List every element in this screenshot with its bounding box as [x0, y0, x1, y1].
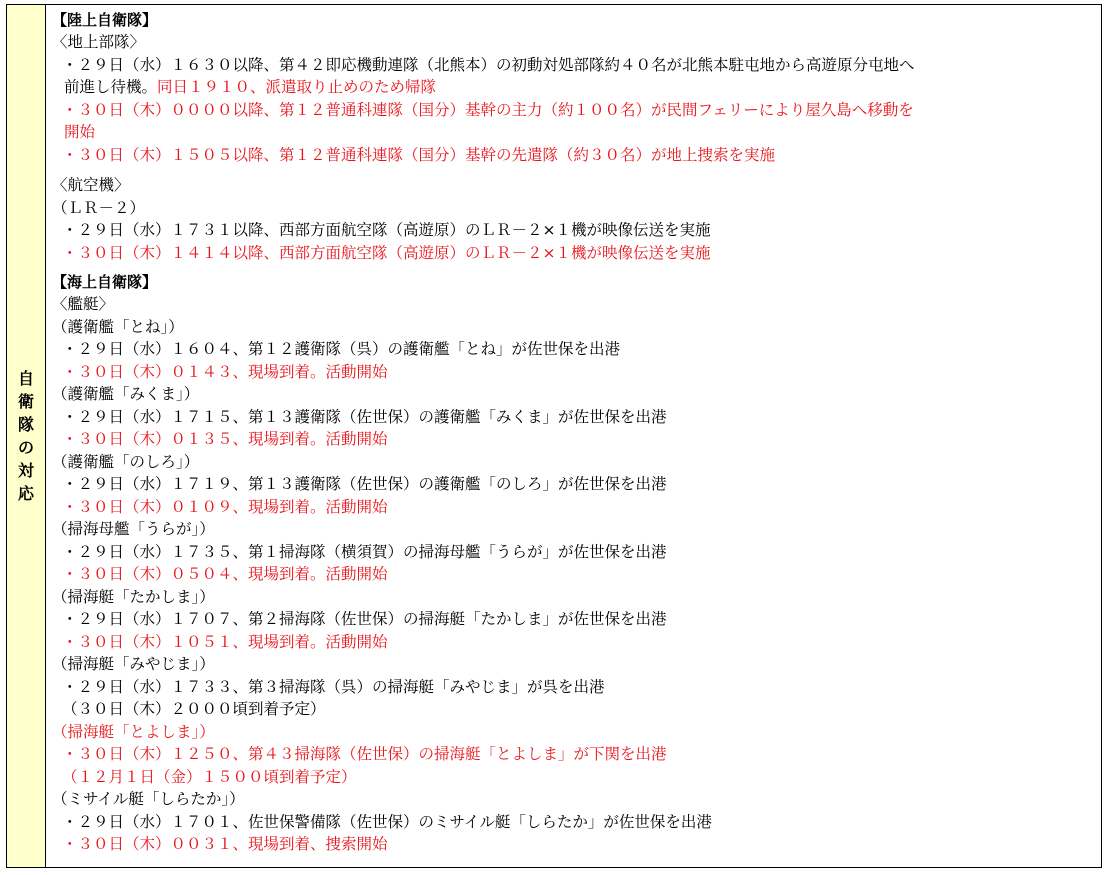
- side-header-char: 隊: [17, 415, 34, 434]
- ship-arrive-line: （３０日（木）２０００頃到着予定）: [62, 700, 326, 718]
- ship-depart-line: ・２９日（水）１７３３、第３掃海隊（呉）の掃海艇「みやじま」が呉を出港: [62, 677, 605, 696]
- entry-line: ・２９日（水）１６３０以降、第４２即応機動連隊（北熊本）の初動対処部隊約４０名が北熊本駐屯地から高遊原分屯地へ: [62, 55, 915, 74]
- entry-line: ・３０日（木）１４１４以降、西部方面航空隊（高遊原）のＬＲ－２×１機が映像伝送を実施: [62, 243, 711, 262]
- subsection-label-ships: 〈艦艇〉: [52, 295, 115, 313]
- side-header-char: 対: [17, 461, 34, 480]
- aircraft-type-label: （ＬＲ－２）: [52, 198, 146, 217]
- entry-line: ・３０日（木）００００以降、第１２普通科連隊（国分）基幹の主力（約１００名）が民間フェリーにより屋久島へ移動を: [62, 100, 914, 119]
- content-cell: [46, 5, 1101, 867]
- ship-arrive-line: ・３０日（木）１０５１、現場到着。活動開始: [62, 632, 388, 651]
- ship-name: （護衛艦「とね」）: [52, 317, 184, 336]
- side-header-cell: [7, 5, 46, 867]
- ship-depart-line: ・２９日（水）１７０７、第２掃海隊（佐世保）の掃海艇「たかしま」が佐世保を出港: [62, 610, 667, 628]
- side-header-char: 自: [17, 369, 34, 388]
- side-header-char: 応: [17, 484, 34, 503]
- ship-name: （掃海艇「みやじま」）: [52, 655, 215, 673]
- side-header-char: の: [17, 438, 34, 457]
- subsection-label-aircraft: 〈航空機〉: [52, 176, 130, 194]
- section-heading-maritime: 【海上自衛隊】: [52, 273, 158, 291]
- ship-depart-line: ・２９日（水）１７１９、第１３護衛隊（佐世保）の護衛艦「のしろ」が佐世保を出港: [62, 475, 667, 493]
- ship-name: （掃海艇「たかしま」）: [52, 587, 215, 606]
- entry-continuation-text: 前進し待機。: [64, 78, 158, 96]
- subsection-label-ground-units: 〈地上部隊〉: [52, 33, 146, 51]
- section-heading-ground: 【陸上自衛隊】: [52, 11, 158, 29]
- entry-line: ・３０日（木）１５０５以降、第１２普通科連隊（国分）基幹の先遣隊（約３０名）が地上捜索を実施: [62, 145, 776, 164]
- ship-depart-line: ・３０日（木）１２５０、第４３掃海隊（佐世保）の掃海艇「とよしま」が下関を出港: [62, 745, 667, 763]
- ship-name: （護衛艦「のしろ」）: [52, 452, 200, 471]
- ship-arrive-line: ・３０日（木）０１３５、現場到着。活動開始: [62, 430, 388, 448]
- ship-name: （掃海母艦「うらが」）: [52, 520, 215, 538]
- entry-continuation: 開始: [64, 123, 96, 141]
- ship-depart-line: ・２９日（水）１６０４、第１２護衛隊（呉）の護衛艦「とね」が佐世保を出港: [62, 340, 621, 358]
- ship-depart-line: ・２９日（水）１７０１、佐世保警備隊（佐世保）のミサイル艇「しらたか」が佐世保を出港: [62, 812, 712, 831]
- ship-name: （護衛艦「みくま」）: [52, 385, 200, 403]
- ship-arrive-line: ・３０日（木）００３１、現場到着、捜索開始: [62, 835, 388, 853]
- side-header-char: 衛: [17, 392, 34, 411]
- ship-arrive-line: （１２月１日（金）１５００頃到着予定）: [62, 767, 357, 786]
- ship-arrive-line: ・３０日（木）０１４３、現場到着。活動開始: [62, 362, 388, 381]
- ship-arrive-line: ・３０日（木）０１０９、現場到着。活動開始: [62, 497, 388, 516]
- entry-line: ・２９日（水）１７３１以降、西部方面航空隊（高遊原）のＬＲ－２×１機が映像伝送を実施: [62, 221, 711, 239]
- ship-arrive-line: ・３０日（木）０５０４、現場到着。活動開始: [62, 565, 388, 583]
- entry-continuation: [52, 76, 1095, 99]
- report-table: [6, 4, 1102, 868]
- ship-name: （ミサイル艇「しらたか」）: [52, 790, 245, 808]
- ship-depart-line: ・２９日（水）１７３５、第１掃海隊（横須賀）の掃海母艦「うらが」が佐世保を出港: [62, 542, 667, 561]
- ship-name: （掃海艇「とよしま」）: [52, 722, 215, 741]
- entry-update-text: 同日１９１０、派遣取り止めのため帰隊: [157, 78, 437, 96]
- ship-depart-line: ・２９日（水）１７１５、第１３護衛隊（佐世保）の護衛艦「みくま」が佐世保を出港: [62, 407, 667, 426]
